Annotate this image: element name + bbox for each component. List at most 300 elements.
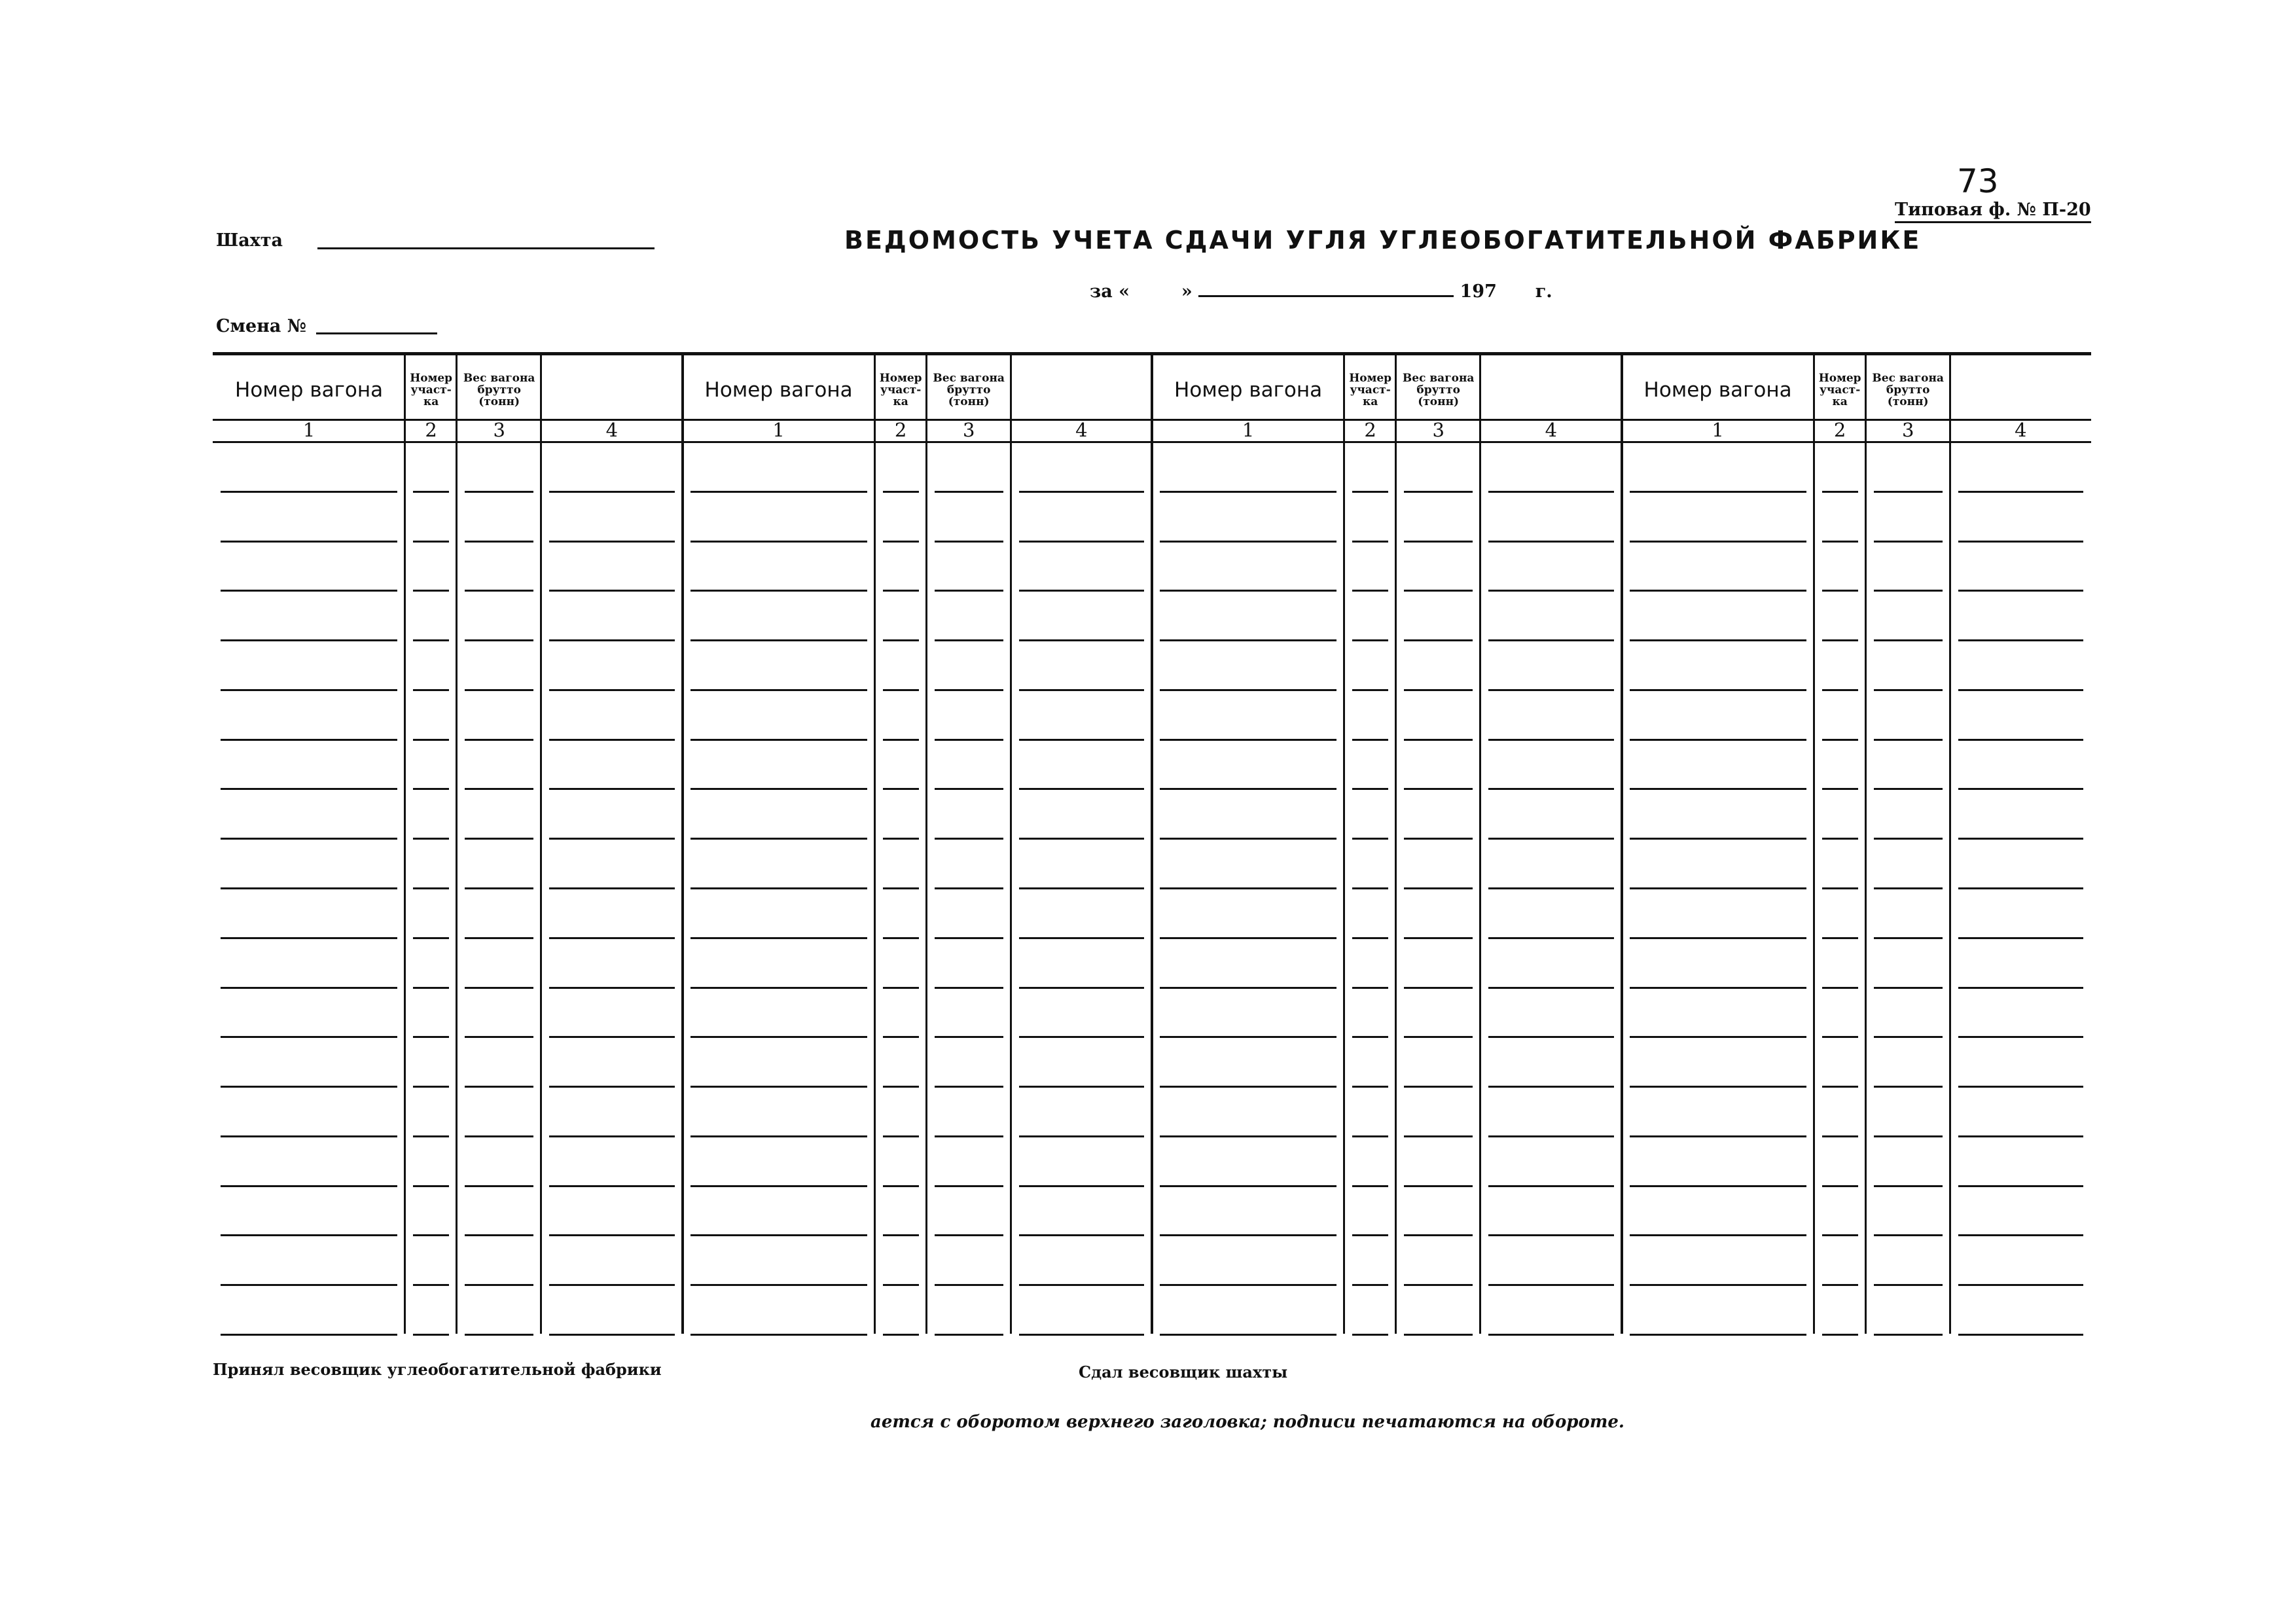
row-line[interactable] <box>691 1135 867 1137</box>
row-line[interactable] <box>549 1185 674 1187</box>
row-line[interactable] <box>1019 1036 1144 1038</box>
row-line[interactable] <box>883 639 919 641</box>
row-line[interactable] <box>1352 1334 1388 1336</box>
row-line[interactable] <box>1352 491 1388 493</box>
row-line[interactable] <box>1822 937 1858 939</box>
row-line[interactable] <box>1958 838 2083 840</box>
row-line[interactable] <box>1160 1086 1336 1088</box>
row-line[interactable] <box>1822 491 1858 493</box>
row-line[interactable] <box>1404 887 1473 889</box>
row-line[interactable] <box>1630 491 1806 493</box>
row-line[interactable] <box>1488 1284 1613 1286</box>
row-line[interactable] <box>1019 838 1144 840</box>
row-line[interactable] <box>935 639 1003 641</box>
row-line[interactable] <box>1019 590 1144 592</box>
row-line[interactable] <box>1488 788 1613 790</box>
row-line[interactable] <box>413 838 449 840</box>
row-line[interactable] <box>935 1234 1003 1236</box>
row-line[interactable] <box>1822 1036 1858 1038</box>
row-line[interactable] <box>1404 1086 1473 1088</box>
row-line[interactable] <box>413 590 449 592</box>
row-line[interactable] <box>1160 1334 1336 1336</box>
row-line[interactable] <box>883 491 919 493</box>
row-line[interactable] <box>465 1234 533 1236</box>
row-line[interactable] <box>1404 639 1473 641</box>
row-line[interactable] <box>413 1234 449 1236</box>
row-line[interactable] <box>1958 1334 2083 1336</box>
header-gross-weight: Вес вагона брутто (тонн) <box>933 372 1005 408</box>
row-line[interactable] <box>883 689 919 691</box>
row-line[interactable] <box>1160 887 1336 889</box>
row-line[interactable] <box>1874 838 1943 840</box>
row-line[interactable] <box>1488 590 1613 592</box>
row-line[interactable] <box>1822 689 1858 691</box>
column-divider <box>925 352 927 1334</box>
row-line[interactable] <box>1019 541 1144 543</box>
row-line[interactable] <box>1630 1284 1806 1286</box>
row-line[interactable] <box>1874 788 1943 790</box>
row-line[interactable] <box>413 887 449 889</box>
row-line[interactable] <box>1630 1234 1806 1236</box>
row-line[interactable] <box>549 887 674 889</box>
row-line[interactable] <box>1488 1334 1613 1336</box>
row-line[interactable] <box>549 639 674 641</box>
row-line[interactable] <box>1874 689 1943 691</box>
row-line[interactable] <box>1019 1234 1144 1236</box>
row-line[interactable] <box>1630 788 1806 790</box>
row-line[interactable] <box>1488 1234 1613 1236</box>
row-line[interactable] <box>1404 1284 1473 1286</box>
header-section-number: Номер участ-ка <box>1818 372 1861 408</box>
row-line[interactable] <box>1874 1284 1943 1286</box>
row-line[interactable] <box>1958 1185 2083 1187</box>
row-line[interactable] <box>1958 1234 2083 1236</box>
row-line[interactable] <box>935 590 1003 592</box>
row-line[interactable] <box>221 1036 397 1038</box>
row-line[interactable] <box>1352 838 1388 840</box>
row-line[interactable] <box>549 788 674 790</box>
row-line[interactable] <box>1160 1036 1336 1038</box>
row-line[interactable] <box>1874 1036 1943 1038</box>
row-line[interactable] <box>413 491 449 493</box>
row-line[interactable] <box>935 1284 1003 1286</box>
row-line[interactable] <box>1822 1086 1858 1088</box>
row-line[interactable] <box>465 887 533 889</box>
row-line[interactable] <box>1488 887 1613 889</box>
row-line[interactable] <box>413 639 449 641</box>
row-line[interactable] <box>1874 1086 1943 1088</box>
row-line[interactable] <box>691 1334 867 1336</box>
document-title: ВЕДОМОСТЬ УЧЕТА СДАЧИ УГЛЯ УГЛЕОБОГАТИТЕЛЬНОЙ ФАБРИКЕ <box>844 226 1922 255</box>
row-line[interactable] <box>1958 491 2083 493</box>
row-line[interactable] <box>1160 987 1336 989</box>
row-line[interactable] <box>1352 739 1388 741</box>
row-line[interactable] <box>413 689 449 691</box>
row-line[interactable] <box>549 937 674 939</box>
row-line[interactable] <box>1630 1086 1806 1088</box>
row-line[interactable] <box>1404 788 1473 790</box>
row-line[interactable] <box>413 739 449 741</box>
row-line[interactable] <box>935 937 1003 939</box>
row-line[interactable] <box>935 887 1003 889</box>
row-line[interactable] <box>221 1086 397 1088</box>
row-line[interactable] <box>1630 639 1806 641</box>
row-line[interactable] <box>1874 1135 1943 1137</box>
row-line[interactable] <box>221 689 397 691</box>
row-line[interactable] <box>549 590 674 592</box>
row-line[interactable] <box>1630 1135 1806 1137</box>
row-line[interactable] <box>1822 887 1858 889</box>
row-line[interactable] <box>1019 1185 1144 1187</box>
row-line[interactable] <box>1352 1036 1388 1038</box>
row-line[interactable] <box>1874 639 1943 641</box>
row-line[interactable] <box>1874 937 1943 939</box>
row-line[interactable] <box>221 838 397 840</box>
row-line[interactable] <box>1160 590 1336 592</box>
row-line[interactable] <box>465 987 533 989</box>
row-line[interactable] <box>1874 491 1943 493</box>
row-line[interactable] <box>1352 887 1388 889</box>
row-line[interactable] <box>221 1185 397 1187</box>
row-line[interactable] <box>1160 541 1336 543</box>
row-line[interactable] <box>691 1234 867 1236</box>
row-line[interactable] <box>1404 1135 1473 1137</box>
row-line[interactable] <box>1874 590 1943 592</box>
row-line[interactable] <box>935 1086 1003 1088</box>
row-line[interactable] <box>465 1135 533 1137</box>
row-line[interactable] <box>883 887 919 889</box>
row-line[interactable] <box>413 1135 449 1137</box>
row-line[interactable] <box>1404 491 1473 493</box>
row-line[interactable] <box>883 1036 919 1038</box>
row-line[interactable] <box>691 838 867 840</box>
row-line[interactable] <box>883 1086 919 1088</box>
row-line[interactable] <box>691 689 867 691</box>
row-line[interactable] <box>691 590 867 592</box>
row-line[interactable] <box>221 1135 397 1137</box>
row-line[interactable] <box>413 1036 449 1038</box>
row-line[interactable] <box>1958 1135 2083 1137</box>
row-line[interactable] <box>221 937 397 939</box>
row-line[interactable] <box>465 1185 533 1187</box>
row-line[interactable] <box>1352 1185 1388 1187</box>
row-line[interactable] <box>465 838 533 840</box>
row-line[interactable] <box>1404 838 1473 840</box>
row-line[interactable] <box>883 1185 919 1187</box>
row-line[interactable] <box>221 1334 397 1336</box>
row-line[interactable] <box>1488 1086 1613 1088</box>
row-line[interactable] <box>549 491 674 493</box>
row-line[interactable] <box>1352 1086 1388 1088</box>
row-line[interactable] <box>1352 639 1388 641</box>
row-line[interactable] <box>1874 541 1943 543</box>
row-line[interactable] <box>883 590 919 592</box>
row-line[interactable] <box>413 1086 449 1088</box>
row-line[interactable] <box>413 1185 449 1187</box>
row-line[interactable] <box>1630 689 1806 691</box>
row-line[interactable] <box>1874 1234 1943 1236</box>
row-line[interactable] <box>1404 1334 1473 1336</box>
row-line[interactable] <box>1822 739 1858 741</box>
row-line[interactable] <box>935 541 1003 543</box>
row-line[interactable] <box>691 788 867 790</box>
row-line[interactable] <box>413 987 449 989</box>
row-line[interactable] <box>1019 689 1144 691</box>
row-line[interactable] <box>1404 1185 1473 1187</box>
row-line[interactable] <box>1822 1234 1858 1236</box>
row-line[interactable] <box>1352 788 1388 790</box>
row-line[interactable] <box>221 590 397 592</box>
row-line[interactable] <box>1019 1086 1144 1088</box>
row-line[interactable] <box>1822 590 1858 592</box>
row-line[interactable] <box>691 1086 867 1088</box>
row-line[interactable] <box>413 788 449 790</box>
row-line[interactable] <box>691 491 867 493</box>
row-line[interactable] <box>413 1284 449 1286</box>
row-line[interactable] <box>1822 1284 1858 1286</box>
row-line[interactable] <box>1874 987 1943 989</box>
row-line[interactable] <box>883 739 919 741</box>
row-line[interactable] <box>883 541 919 543</box>
row-line[interactable] <box>1630 541 1806 543</box>
row-line[interactable] <box>1488 987 1613 989</box>
row-line[interactable] <box>1404 1234 1473 1236</box>
row-line[interactable] <box>1160 937 1336 939</box>
row-line[interactable] <box>883 788 919 790</box>
row-line[interactable] <box>883 838 919 840</box>
row-line[interactable] <box>549 689 674 691</box>
row-line[interactable] <box>691 1185 867 1187</box>
row-line[interactable] <box>1630 590 1806 592</box>
row-line[interactable] <box>221 788 397 790</box>
row-line[interactable] <box>691 1284 867 1286</box>
row-line[interactable] <box>1160 639 1336 641</box>
row-line[interactable] <box>1630 937 1806 939</box>
row-line[interactable] <box>1404 987 1473 989</box>
row-line[interactable] <box>1160 1135 1336 1137</box>
row-line[interactable] <box>1404 689 1473 691</box>
row-line[interactable] <box>1822 987 1858 989</box>
row-line[interactable] <box>1488 937 1613 939</box>
row-line[interactable] <box>691 987 867 989</box>
row-line[interactable] <box>221 739 397 741</box>
row-line[interactable] <box>1160 788 1336 790</box>
row-line[interactable] <box>465 639 533 641</box>
row-line[interactable] <box>883 1284 919 1286</box>
row-line[interactable] <box>935 987 1003 989</box>
row-line[interactable] <box>1630 739 1806 741</box>
row-line[interactable] <box>549 1234 674 1236</box>
row-line[interactable] <box>1352 1284 1388 1286</box>
row-line[interactable] <box>691 739 867 741</box>
row-line[interactable] <box>465 1036 533 1038</box>
month-field[interactable] <box>1198 295 1454 297</box>
row-line[interactable] <box>1958 689 2083 691</box>
row-line[interactable] <box>935 491 1003 493</box>
row-line[interactable] <box>1019 1135 1144 1137</box>
row-line[interactable] <box>1958 788 2083 790</box>
row-line[interactable] <box>935 739 1003 741</box>
row-line[interactable] <box>1019 987 1144 989</box>
row-line[interactable] <box>691 639 867 641</box>
row-line[interactable] <box>465 1086 533 1088</box>
row-line[interactable] <box>883 987 919 989</box>
row-line[interactable] <box>1488 838 1613 840</box>
row-line[interactable] <box>549 987 674 989</box>
row-line[interactable] <box>1019 1284 1144 1286</box>
row-line[interactable] <box>1488 541 1613 543</box>
column-number: 2 <box>1833 419 1846 441</box>
row-line[interactable] <box>1404 739 1473 741</box>
row-line[interactable] <box>1958 1036 2083 1038</box>
row-line[interactable] <box>465 788 533 790</box>
row-line[interactable] <box>465 491 533 493</box>
row-line[interactable] <box>1822 1185 1858 1187</box>
row-line[interactable] <box>1352 987 1388 989</box>
row-line[interactable] <box>1352 689 1388 691</box>
row-line[interactable] <box>465 689 533 691</box>
row-line[interactable] <box>1822 1135 1858 1137</box>
row-line[interactable] <box>549 1284 674 1286</box>
row-line[interactable] <box>221 541 397 543</box>
row-line[interactable] <box>1874 1334 1943 1336</box>
row-line[interactable] <box>1874 1185 1943 1187</box>
row-line[interactable] <box>691 541 867 543</box>
row-line[interactable] <box>1822 639 1858 641</box>
row-line[interactable] <box>221 639 397 641</box>
row-line[interactable] <box>1160 1284 1336 1286</box>
row-line[interactable] <box>1958 1086 2083 1088</box>
row-line[interactable] <box>1160 1185 1336 1187</box>
row-line[interactable] <box>1352 541 1388 543</box>
row-line[interactable] <box>883 1234 919 1236</box>
row-line[interactable] <box>1019 1334 1144 1336</box>
row-line[interactable] <box>1630 987 1806 989</box>
row-line[interactable] <box>1019 739 1144 741</box>
row-line[interactable] <box>1352 1234 1388 1236</box>
row-line[interactable] <box>935 1135 1003 1137</box>
row-line[interactable] <box>1630 1334 1806 1336</box>
row-line[interactable] <box>1404 541 1473 543</box>
row-line[interactable] <box>1630 1036 1806 1038</box>
row-line[interactable] <box>1352 1135 1388 1137</box>
row-line[interactable] <box>413 937 449 939</box>
mine-name-field[interactable] <box>317 247 655 249</box>
row-line[interactable] <box>1019 639 1144 641</box>
row-line[interactable] <box>1404 937 1473 939</box>
row-line[interactable] <box>465 739 533 741</box>
row-line[interactable] <box>691 937 867 939</box>
row-line[interactable] <box>1160 838 1336 840</box>
row-line[interactable] <box>1822 838 1858 840</box>
row-line[interactable] <box>935 838 1003 840</box>
row-line[interactable] <box>1160 689 1336 691</box>
row-line[interactable] <box>1019 887 1144 889</box>
row-line[interactable] <box>549 1334 674 1336</box>
row-line[interactable] <box>1160 491 1336 493</box>
row-line[interactable] <box>1958 987 2083 989</box>
row-line[interactable] <box>465 590 533 592</box>
row-line[interactable] <box>465 1334 533 1336</box>
row-line[interactable] <box>465 937 533 939</box>
row-line[interactable] <box>1874 887 1943 889</box>
row-line[interactable] <box>1488 689 1613 691</box>
row-line[interactable] <box>1404 1036 1473 1038</box>
row-line[interactable] <box>1822 541 1858 543</box>
row-line[interactable] <box>1958 937 2083 939</box>
row-line[interactable] <box>883 1135 919 1137</box>
header-wagon-number: Номер вагона <box>704 378 853 402</box>
row-line[interactable] <box>1958 739 2083 741</box>
row-line[interactable] <box>1630 887 1806 889</box>
row-line[interactable] <box>691 887 867 889</box>
row-line[interactable] <box>1352 590 1388 592</box>
row-line[interactable] <box>935 1036 1003 1038</box>
row-line[interactable] <box>413 541 449 543</box>
row-line[interactable] <box>1019 937 1144 939</box>
row-line[interactable] <box>1958 887 2083 889</box>
row-line[interactable] <box>1488 739 1613 741</box>
row-line[interactable] <box>1630 1185 1806 1187</box>
row-line[interactable] <box>1958 590 2083 592</box>
row-line[interactable] <box>1160 1234 1336 1236</box>
row-line[interactable] <box>549 541 674 543</box>
row-line[interactable] <box>465 541 533 543</box>
row-line[interactable] <box>1958 541 2083 543</box>
header-column-4 <box>541 357 682 423</box>
row-line[interactable] <box>1160 739 1336 741</box>
row-line[interactable] <box>1488 1036 1613 1038</box>
row-line[interactable] <box>1019 491 1144 493</box>
row-line[interactable] <box>413 1334 449 1336</box>
row-line[interactable] <box>935 788 1003 790</box>
row-line[interactable] <box>1352 937 1388 939</box>
row-line[interactable] <box>549 739 674 741</box>
row-line[interactable] <box>221 1234 397 1236</box>
row-line[interactable] <box>549 1135 674 1137</box>
row-line[interactable] <box>691 1036 867 1038</box>
row-line[interactable] <box>465 1284 533 1286</box>
row-line[interactable] <box>1488 1185 1613 1187</box>
row-line[interactable] <box>1822 788 1858 790</box>
row-line[interactable] <box>1822 1334 1858 1336</box>
row-line[interactable] <box>883 1334 919 1336</box>
row-line[interactable] <box>883 937 919 939</box>
row-line[interactable] <box>1488 1135 1613 1137</box>
row-line[interactable] <box>221 987 397 989</box>
row-line[interactable] <box>549 1086 674 1088</box>
row-line[interactable] <box>1958 1284 2083 1286</box>
delivered-by-label: Сдал весовщик шахты <box>1079 1363 1288 1382</box>
row-line[interactable] <box>935 1334 1003 1336</box>
row-line[interactable] <box>549 838 674 840</box>
date-quote-close: » <box>1181 281 1193 302</box>
row-line[interactable] <box>221 491 397 493</box>
row-line[interactable] <box>935 1185 1003 1187</box>
shift-number-field[interactable] <box>316 332 437 334</box>
row-line[interactable] <box>935 689 1003 691</box>
row-line[interactable] <box>1958 639 2083 641</box>
row-line[interactable] <box>1874 739 1943 741</box>
row-line[interactable] <box>1019 788 1144 790</box>
row-line[interactable] <box>549 1036 674 1038</box>
row-line[interactable] <box>1404 590 1473 592</box>
row-line[interactable] <box>1488 491 1613 493</box>
row-line[interactable] <box>1488 639 1613 641</box>
row-line[interactable] <box>221 887 397 889</box>
row-line[interactable] <box>221 1284 397 1286</box>
row-line[interactable] <box>1630 838 1806 840</box>
